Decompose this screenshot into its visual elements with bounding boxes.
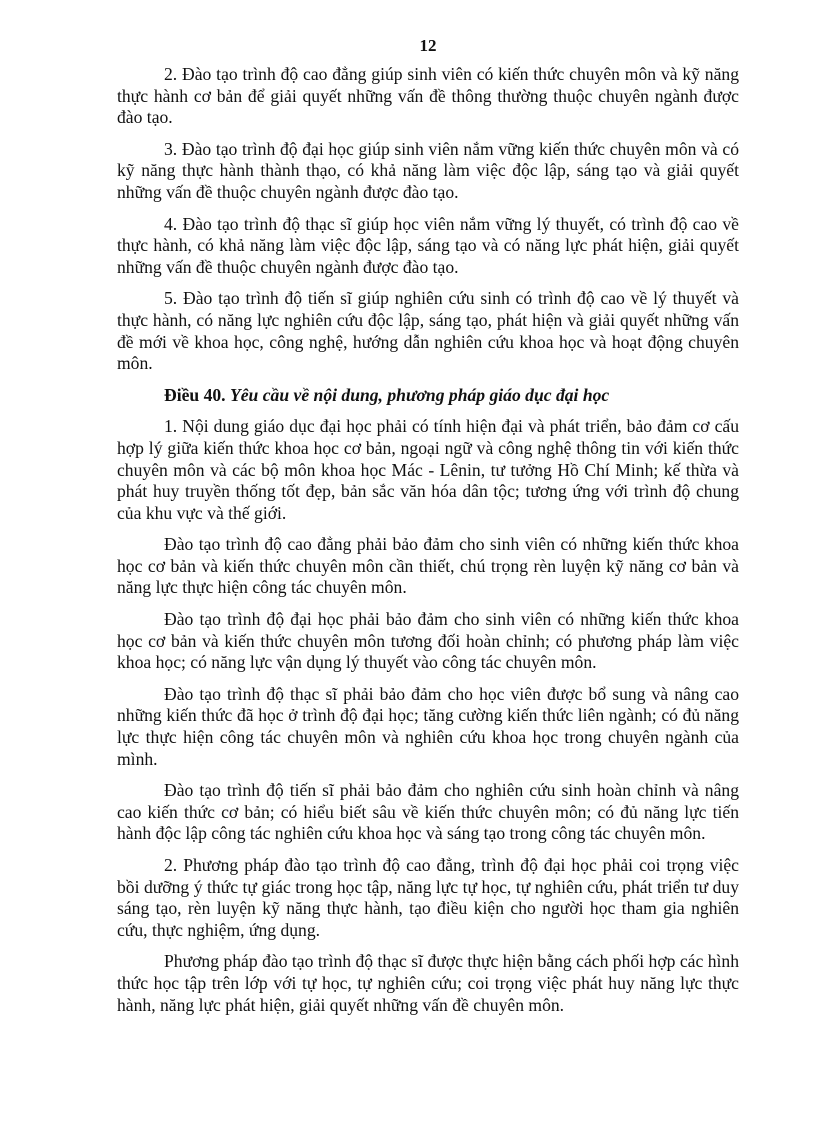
article-heading bbox=[117, 385, 739, 407]
paragraph-training-master: 4. Đào tạo trình độ thạc sĩ giúp học viên nắm vững lý thuyết, có trình độ cao về thực hành, có khả năng làm việc độc lập, sáng tạo và có năng lực phát hiện, giải quyết những vấn đề thuộc chuyên ngành được đào tạo. bbox=[117, 213, 739, 277]
article-label: Điều 40. bbox=[164, 384, 226, 405]
paragraph-content-master: Đào tạo trình độ thạc sĩ phải bảo đảm cho học viên được bổ sung và nâng cao những kiến thức đã học ở trình độ đại học; tăng cường kiến thức liên ngành; có đủ năng lực thực hiện công tác chuyên môn và nghiên cứu khoa học trong chuyên ngành của mình. bbox=[117, 683, 739, 769]
paragraph-training-doctorate: 5. Đào tạo trình độ tiến sĩ giúp nghiên cứu sinh có trình độ cao về lý thuyết và thực hành, có năng lực nghiên cứu độc lập, sáng tạo, phát hiện và giải quyết những vấn đề mới về khoa học, công nghệ, hướng dẫn nghiên cứu khoa học và hoạt động chuyên môn. bbox=[117, 288, 739, 374]
article-title: Yêu cầu về nội dung, phương pháp giáo dục đại học bbox=[229, 384, 610, 405]
paragraph-training-university: 3. Đào tạo trình độ đại học giúp sinh viên nắm vững kiến thức chuyên môn và có kỹ năng thực hành thành thạo, có khả năng làm việc độc lập, sáng tạo và giải quyết những vấn đề thuộc chuyên ngành được đào tạo. bbox=[117, 138, 739, 202]
paragraph-method-master: Phương pháp đào tạo trình độ thạc sĩ được thực hiện bằng cách phối hợp các hình thức học tập trên lớp với tự học, tự nghiên cứu; coi trọng việc phát huy năng lực thực hành, năng lực phát hiện, giải quyết những vấn đề chuyên môn. bbox=[117, 951, 739, 1015]
paragraph-content-college: Đào tạo trình độ cao đẳng phải bảo đảm cho sinh viên có những kiến thức khoa học cơ bản và kiến thức chuyên môn cần thiết, chú trọng rèn luyện kỹ năng cơ bản và năng lực thực hiện công tác chuyên môn. bbox=[117, 534, 739, 598]
paragraph-method-college-university: 2. Phương pháp đào tạo trình độ cao đẳng, trình độ đại học phải coi trọng việc bồi dưỡng ý thức tự giác trong học tập, năng lực tự học, tự nghiên cứu, phát triển tư duy sáng tạo, rèn luyện kỹ năng thực hành, tạo điều kiện cho người học tham gia nghiên cứu, thực nghiệm, ứng dụng. bbox=[117, 855, 739, 940]
page-number: 12 bbox=[419, 36, 437, 55]
paragraph-content-university: Đào tạo trình độ đại học phải bảo đảm cho sinh viên có những kiến thức khoa học cơ bản và kiến thức chuyên môn tương đối hoàn chỉnh; có phương pháp làm việc khoa học; có năng lực vận dụng lý thuyết vào công tác chuyên môn. bbox=[117, 609, 739, 673]
paragraph-training-college: 2. Đào tạo trình độ cao đẳng giúp sinh viên có kiến thức chuyên môn và kỹ năng thực hành cơ bản để giải quyết những vấn đề thông thường thuộc chuyên ngành được đào tạo. bbox=[117, 64, 739, 128]
paragraph-content-requirements: 1. Nội dung giáo dục đại học phải có tính hiện đại và phát triển, bảo đảm cơ cấu hợp lý giữa kiến thức khoa học cơ bản, ngoại ngữ và công nghệ thông tin với kiến thức chuyên môn và các bộ môn khoa học Mác - Lênin, tư tưởng Hồ Chí Minh; kế thừa và phát huy truyền thống tốt đẹp, bản sắc văn hóa dân tộc; tương ứng với trình độ chung của khu vực và thế giới. bbox=[117, 416, 739, 523]
document-page bbox=[117, 36, 739, 1026]
paragraph-content-doctorate: Đào tạo trình độ tiến sĩ phải bảo đảm cho nghiên cứu sinh hoàn chỉnh và nâng cao kiến thức cơ bản; có hiểu biết sâu về kiến thức chuyên môn; có đủ năng lực tiến hành độc lập công tác nghiên cứu khoa học và sáng tạo trong công tác chuyên môn. bbox=[117, 780, 739, 844]
